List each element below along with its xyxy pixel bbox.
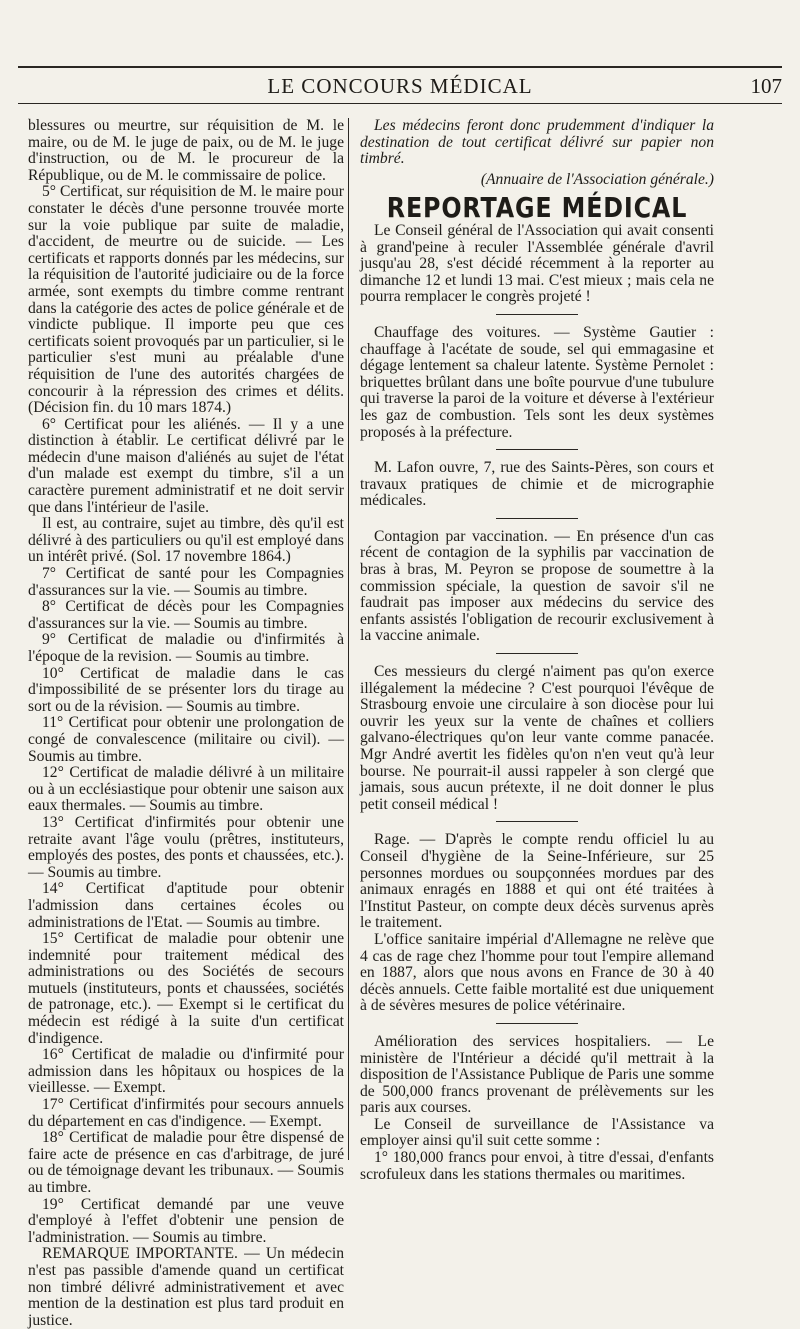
- news-item: Le Conseil de surveillance de l'Assistance va employer ainsi qu'il suit cette somme :: [360, 1115, 714, 1150]
- paragraph: 14° Certificat d'aptitude pour obtenir l'admission dans certaines écoles ou administrations de l'Etat. — Soumis au timbre.: [28, 880, 344, 931]
- section-heading: REPORTAGE MÉDICAL: [386, 191, 688, 225]
- paragraph: 11° Certificat pour obtenir une prolongation de congé de convalescence (militaire ou civil). — Soumis au timbre.: [28, 714, 344, 765]
- separator: [496, 314, 578, 315]
- separator: [496, 518, 578, 519]
- paragraph: 16° Certificat de maladie ou d'infirmité pour admission dans les hôpitaux ou hospices de la vieillesse. — Exempt.: [28, 1046, 344, 1097]
- paragraph: 15° Certificat de maladie pour obtenir une indemnité pour traitement médical des administrations ou des Sociétés de secours mutuels (instituteurs, ponts et chaussées, sociétés de patronage, etc.). — Exempt si le certificat du médecin est rédigé à la suite d'un certificat d'indigence.: [28, 930, 344, 1047]
- news-item: Amélioration des services hospitaliers. — Le ministère de l'Intérieur a décidé qu'il mettrait à la disposition de l'Assistance Publique de Paris une somme de 500,000 francs provenant de prélèvements sur les paris aux courses.: [360, 1032, 714, 1117]
- paragraph: 5° Certificat, sur réquisition de M. le maire pour constater le décès d'une personne trouvée morte sur la voie publique par suite de maladie, d'accident, de meurtre ou de suicide. — Les certificats et rapports donnés par les médecins, sur la réquisition de l'autorité judiciaire ou de la force armée, sont exempts du timbre comme rentrant dans la catégorie des actes de police générale et de vindicte publique. Il importe peu que ces certificats soient provoqués par un particulier, si le particulier s'est muni au préalable d'une réquisition de l'une des autorités chargées de concourir à la répression des crimes et délits. (Décision fin. du 10 mars 1874.): [28, 183, 344, 417]
- news-item: M. Lafon ouvre, 7, rue des Saints-Pères, son cours et travaux pratiques de chimie et de micrographie médicales.: [360, 459, 714, 510]
- intro-paragraph: Les médecins feront donc prudemment d'indiquer la destination de tout certificat délivré sur papier non timbré.: [360, 117, 714, 168]
- top-rule: [18, 66, 782, 68]
- news-item: Rage. — D'après le compte rendu officiel lu au Conseil d'hygiène de la Seine-Inférieure, sur 25 personnes mordues ou soupçonnées mordues par des animaux enragés en 1888 et qui ont été traitées à l'Institut Pasteur, on compte deux décès survenus après le traitement.: [360, 831, 714, 932]
- paragraph: 18° Certificat de maladie pour être dispensé de faire acte de présence en cas d'arbitrage, de juré ou de témoignage devant les tribunaux. — Soumis au timbre.: [28, 1129, 344, 1196]
- news-item: L'office sanitaire impérial d'Allemagne ne relève que 4 cas de rage chez l'homme pour tout l'empire allemand en 1887, alors que nous avons en France de 30 à 40 décès annuels. Cette faible mortalité est due uniquement à de sévères mesures de police vétérinaire.: [360, 930, 714, 1015]
- left-column: [28, 118, 344, 1329]
- paragraph: 6° Certificat pour les aliénés. — Il y a une distinction à établir. Le certificat délivré par le médecin d'une maison d'aliénés au sujet de l'état d'un malade est exempt du timbre, s'il a un caractère purement administratif et ne doit servir que dans l'intérieur de l'asile.: [28, 415, 344, 516]
- header-rule: [18, 103, 782, 104]
- paragraph: REMARQUE IMPORTANTE. — Un médecin n'est pas passible d'amende quand un certificat non timbré délivré administrativement et avec mention de la destination est plus tard produit en justice.: [28, 1245, 344, 1329]
- right-column: [360, 118, 714, 1183]
- intro-source: (Annuaire de l'Association générale.): [480, 170, 714, 188]
- column-divider: [348, 118, 349, 1160]
- news-item: Contagion par vaccination. — En présence d'un cas récent de contagion de la syphilis par vaccination de bras à bras, M. Peyron se propose de soumettre à la commission spéciale, la question de savoir s'il ne faudrait pas imposer aux médecins du service des enfants assistés l'obligation de recourir exclusivement à la vaccine animale.: [360, 527, 714, 645]
- paragraph: Il est, au contraire, sujet au timbre, dès qu'il est délivré à des particuliers ou qu'il est employé dans un intérêt privé. (Sol. 17 novembre 1864.): [28, 515, 344, 566]
- page-number: 107: [750, 74, 782, 98]
- news-item: 1° 180,000 francs pour envoi, à titre d'essai, d'enfants scrofuleux dans les stations thermales ou maritimes.: [360, 1149, 714, 1183]
- journal-title: LE CONCOURS MÉDICAL: [267, 74, 533, 98]
- paragraph: 13° Certificat d'infirmités pour obtenir une retraite avant l'âge voulu (prêtres, instituteurs, employés des postes, des ponts et chaussées, etc.). — Soumis au timbre.: [28, 813, 344, 881]
- paragraph: blessures ou meurtre, sur réquisition de M. le maire, ou de M. le juge de paix, ou de M. le juge d'instruction, ou de M. le procureur de la République, ou de M. le commissaire de police.: [28, 117, 344, 184]
- separator: [496, 1023, 578, 1024]
- paragraph: 8° Certificat de décès pour les Compagnies d'assurances sur la vie. — Soumis au timbre.: [28, 598, 344, 632]
- page-header: [18, 74, 782, 100]
- separator: [496, 653, 578, 654]
- paragraph: 19° Certificat demandé par une veuve d'employé à l'effet d'obtenir une pension de l'administration. — Soumis au timbre.: [28, 1195, 344, 1246]
- paragraph: 9° Certificat de maladie ou d'infirmités à l'époque de la revision. — Soumis au timbre.: [28, 631, 344, 665]
- paragraph: 17° Certificat d'infirmités pour secours annuels du département en cas d'indigence. — Exempt.: [28, 1096, 344, 1130]
- news-item: Le Conseil général de l'Association qui avait consenti à grand'peine à reculer l'Assemblée générale d'avril jusqu'au 28, s'est décidé récemment à la reporter au dimanche 12 et lundi 13 mai. C'est mieux ; mais cela ne pourra remplacer le congrès projeté !: [360, 221, 714, 306]
- news-item: Ces messieurs du clergé n'aiment pas qu'on exerce illégalement la médecine ? C'est pourquoi l'évêque de Strasbourg envoie une circulaire à son diocèse pour lui ouvrir les yeux sur la vente de chaînes et colliers galvano-électriques qu'on leur vante comme panacée. Mgr André avertit les fidèles qu'on n'en veut qu'à leur bourse. Ne pourrait-il aussi rappeler à son clergé que jamais, sous aucun prétexte, il ne doit donner le plus petit conseil médical !: [360, 663, 714, 813]
- separator: [496, 449, 578, 450]
- news-item: Chauffage des voitures. — Système Gautier : chauffage à l'acétate de soude, sel qui emmagasine et dégage lentement sa chaleur latente. Système Pernolet : briquettes brûlant dans une boîte pourvue d'une tubulure qui traverse la paroi de la voiture et déverse à l'extérieur les gaz de combustion. Tels sont les deux systèmes proposés à la préfecture.: [360, 323, 714, 441]
- paragraph: 7° Certificat de santé pour les Compagnies d'assurances sur la vie. — Soumis au timbre.: [28, 565, 344, 599]
- paragraph: 12° Certificat de maladie délivré à un militaire ou à un ecclésiastique pour obtenir une saison aux eaux thermales. — Soumis au timbre.: [28, 764, 344, 815]
- separator: [496, 821, 578, 822]
- paragraph: 10° Certificat de maladie dans le cas d'impossibilité de se présenter lors du tirage au sort ou de la révision. — Soumis au timbre.: [28, 664, 344, 715]
